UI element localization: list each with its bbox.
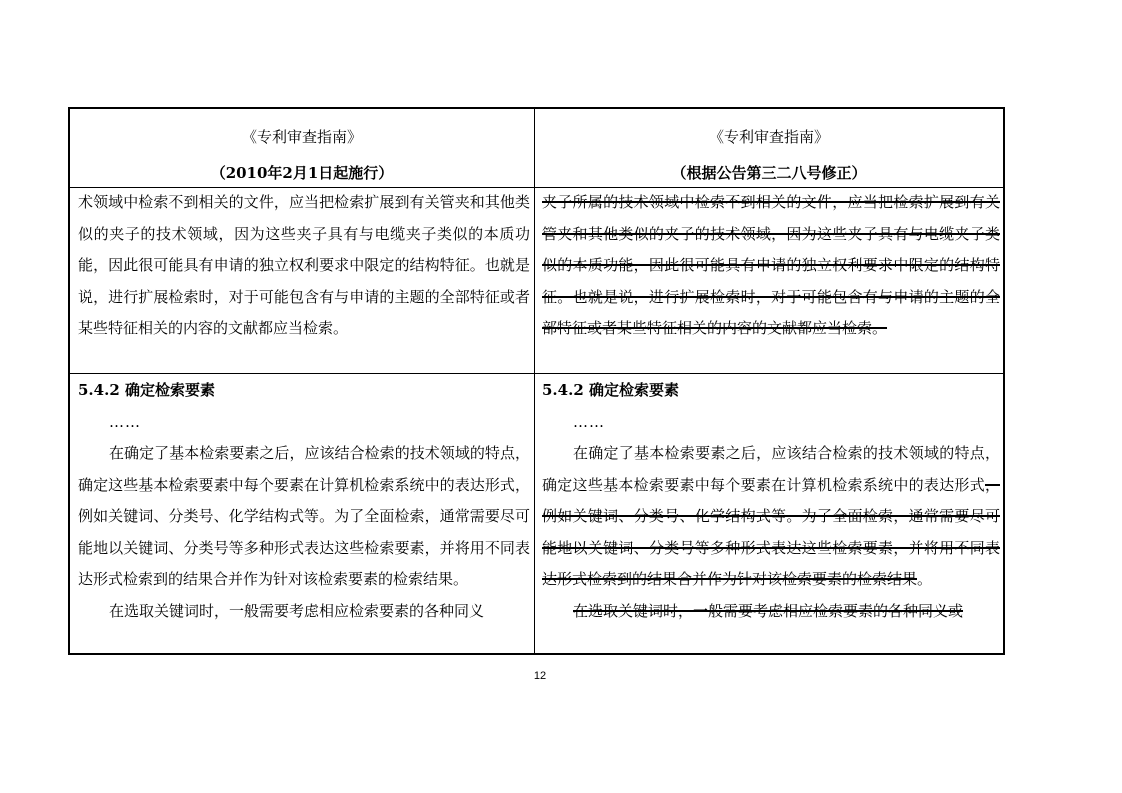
deleted-paragraph: 在选取关键词时，一般需要考虑相应检索要素的各种同义或 bbox=[573, 601, 964, 620]
row2-right-cell bbox=[542, 374, 1000, 654]
comparison-table bbox=[68, 107, 1005, 655]
header-right-title: 《专利审查指南》 bbox=[708, 128, 829, 146]
ellipsis: …… bbox=[573, 413, 605, 431]
section-heading: 5.4.2 确定检索要素 bbox=[78, 381, 215, 399]
row1-right-cell bbox=[542, 187, 1000, 373]
paragraph bbox=[542, 438, 1000, 596]
header-left-title: 《专利审查指南》 bbox=[241, 128, 362, 146]
header-right bbox=[535, 109, 1003, 187]
header-left-subtitle: （2010年2月1日起施行） bbox=[210, 164, 394, 182]
row2-left-cell bbox=[78, 374, 530, 654]
page-number: 12 bbox=[533, 670, 547, 682]
row1-left-cell bbox=[78, 187, 530, 373]
section-heading: 5.4.2 确定检索要素 bbox=[542, 381, 679, 399]
deleted-text: ，例如关键词、分类号、化学结构式等。为了全面检索，通常需要尽可能地以关键词、分类号等多种形式表达这些检索要素，并将用不同表达形式检索到的结果合并作为针对该检索要素的检索结果 bbox=[542, 475, 1000, 588]
row1-left-text: 术领域中检索不到相关的文件，应当把检索扩展到有关管夹和其他类似的夹子的技术领域，因为这些夹子具有与电缆夹子类似的本质功能，因此很可能具有申请的独立权利要求中限定的结构特征。也就是说，进行扩展检索时，对于可能包含有与申请的主题的全部特征或者某些特征相关的内容的文献都应当检索。 bbox=[78, 193, 530, 337]
row1-right-deleted-text: 夹子所属的技术领域中检索不到相关的文件，应当把检索扩展到有关管夹和其他类似的夹子的技术领域，因为这些夹子具有与电缆夹子类似的本质功能，因此很可能具有申请的独立权利要求中限定的结构特征。也就是说，进行扩展检索时，对于可能包含有与申请的主题的全部特征或者某些特征相关的内容的文献都应当检索。 bbox=[542, 193, 1000, 337]
column-divider bbox=[534, 109, 535, 653]
header-right-subtitle: （根据公告第三二八号修正） bbox=[671, 164, 867, 182]
ellipsis: …… bbox=[109, 413, 141, 431]
paragraph: 在选取关键词时，一般需要考虑相应检索要素的各种同义 bbox=[109, 601, 485, 620]
header-left bbox=[70, 109, 534, 187]
kept-text: 在确定了基本检索要素之后，应该结合检索的技术领域的特点，确定这些基本检索要素中每个要素在计算机检索系统中的表达形式 bbox=[542, 444, 1000, 494]
kept-text: 。 bbox=[917, 570, 933, 588]
paragraph: 在确定了基本检索要素之后，应该结合检索的技术领域的特点，确定这些基本检索要素中每个要素在计算机检索系统中的表达形式，例如关键词、分类号、化学结构式等。为了全面检索，通常需要尽可能地以关键词、分类号等多种形式表达这些检索要素，并将用不同表达形式检索到的结果合并作为针对该检索要素的检索结果。 bbox=[78, 444, 530, 588]
